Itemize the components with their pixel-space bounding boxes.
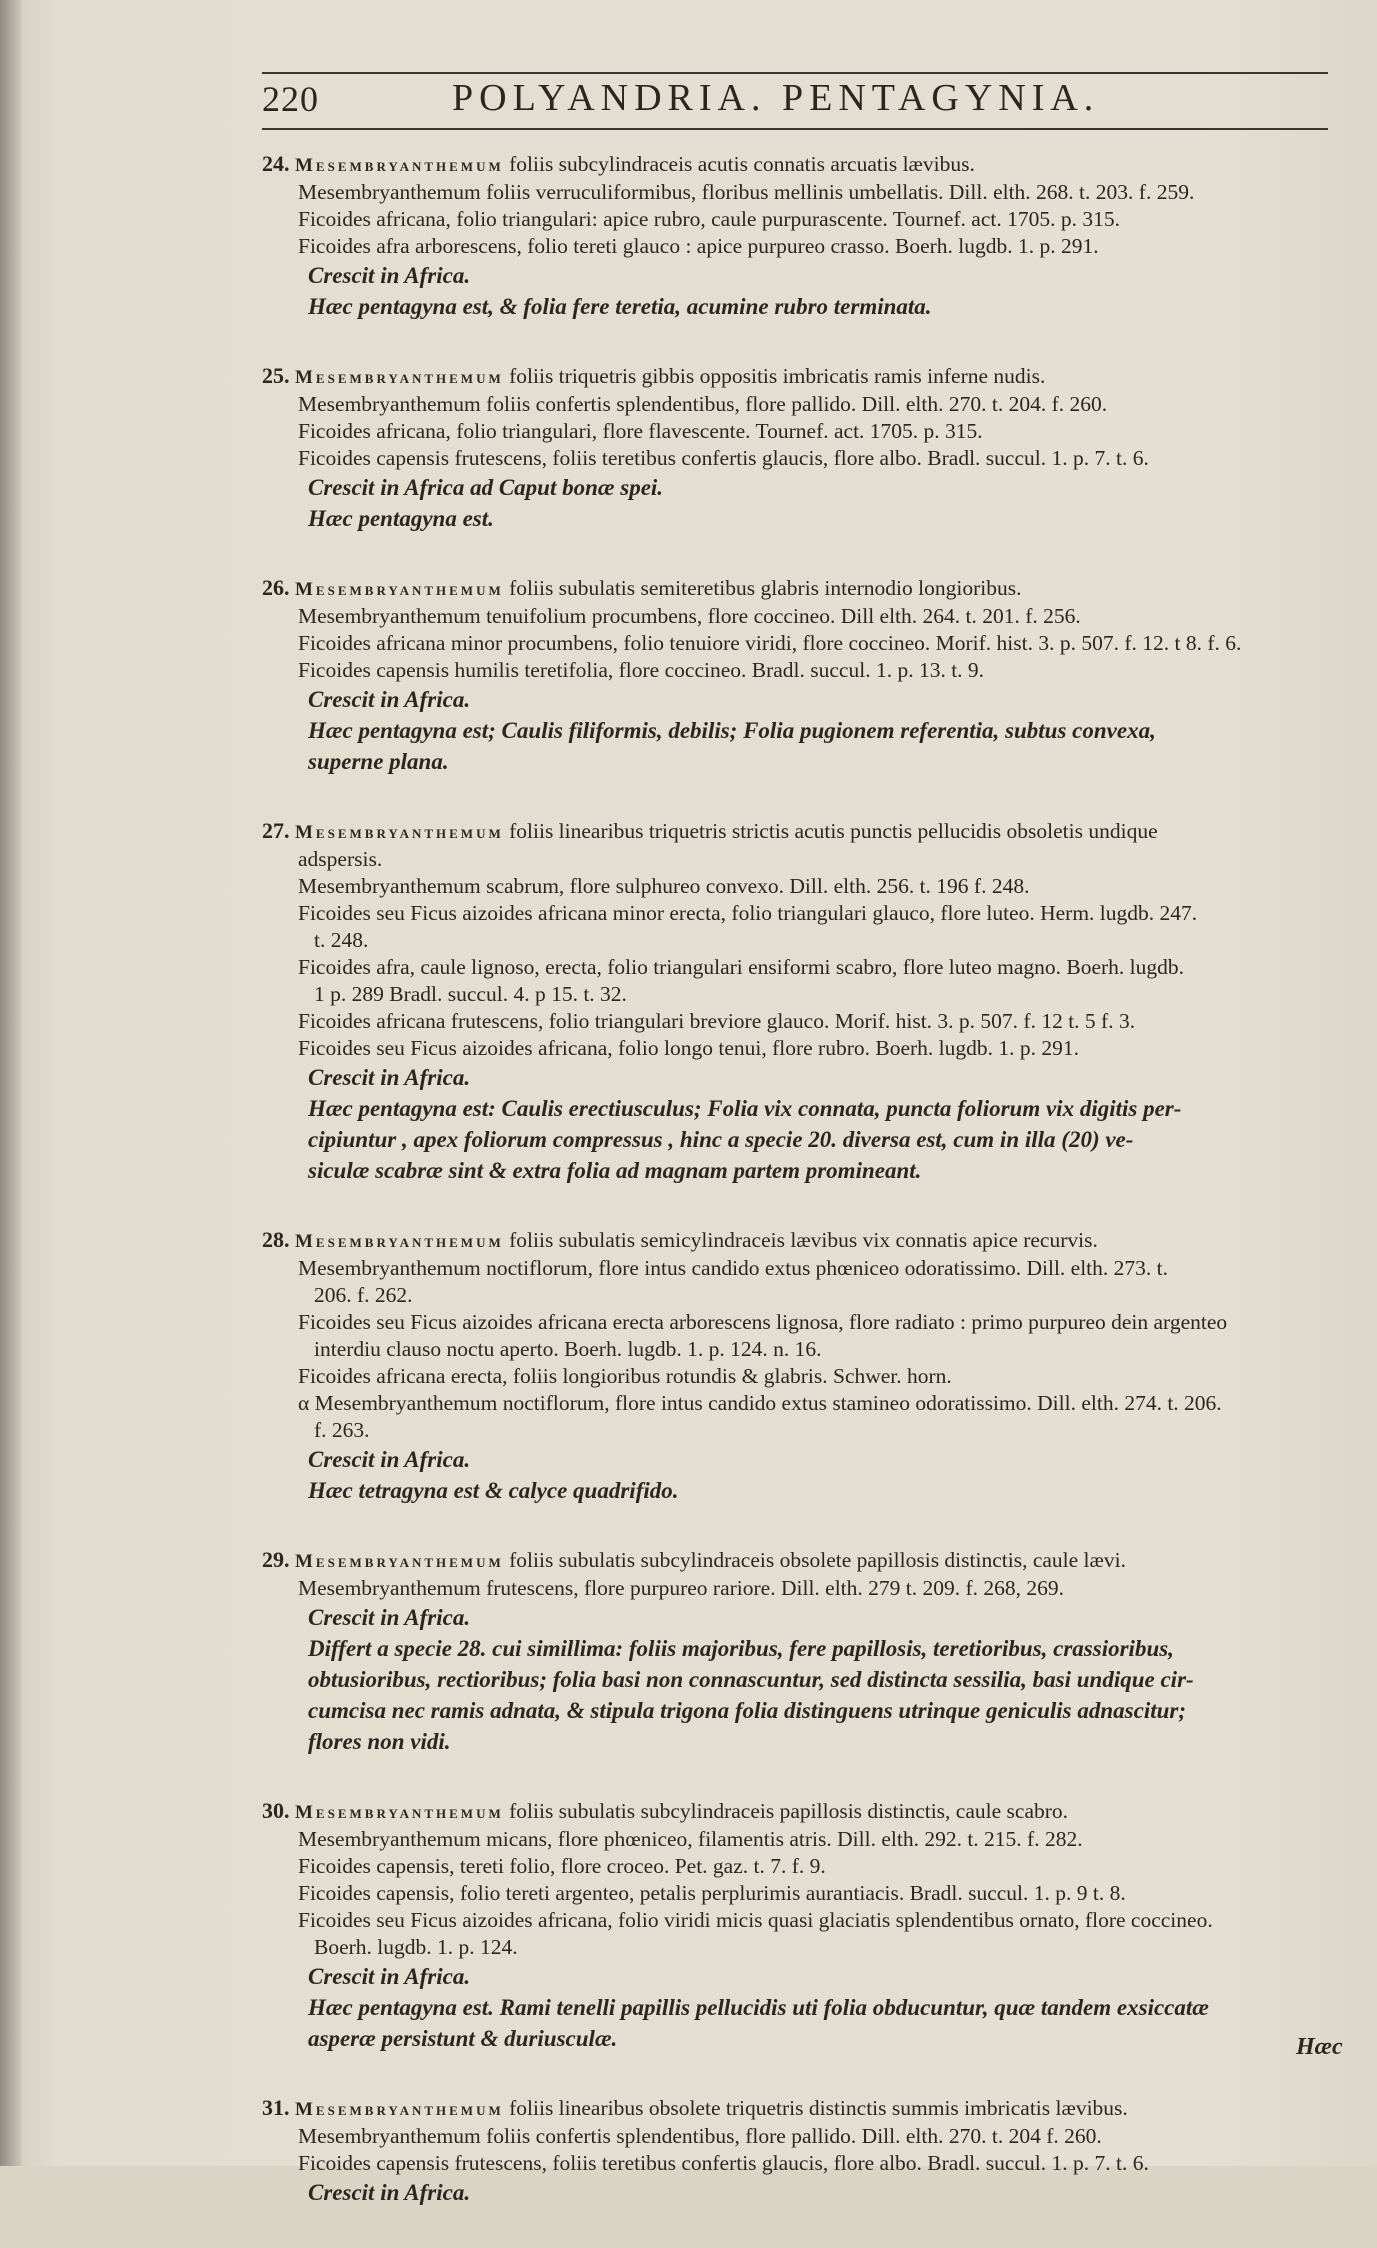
note-line: Differt a specie 28. cui simillima: foliis majoribus, fere papillosis, teretioribus, crassioribus,	[308, 1636, 1174, 1661]
note-line: cipiuntur , apex foliorum compressus , hinc a specie 20. diversa est, cum in illa (20) ve-	[308, 1127, 1134, 1152]
genus-name: Mesembryanthemum	[295, 1802, 504, 1823]
entry-heading	[262, 1546, 1342, 1575]
habitat-line: Crescit in Africa.	[308, 1447, 471, 1472]
note-line: Hæc pentagyna est: Caulis erectiusculus; Folia vix connata, puncta foliorum vix digitis per-	[308, 1096, 1182, 1121]
entry-heading	[262, 817, 1342, 846]
diagnosis: foliis subcylindraceis acutis connatis arcuatis lævibus.	[503, 152, 975, 176]
habitat-line: Crescit in Africa.	[308, 2180, 471, 2205]
species-entry	[262, 1797, 1342, 2054]
page-number: 220	[262, 79, 319, 119]
entry-heading	[262, 150, 1342, 179]
genus-name: Mesembryanthemum	[295, 822, 504, 843]
entry-heading	[262, 574, 1342, 603]
synonym-line: Ficoides seu Ficus aizoides africana, folio viridi micis quasi glaciatis splendentibus ornato, flore coccineo.	[298, 1908, 1213, 1932]
genus-name: Mesembryanthemum	[295, 2099, 504, 2120]
synonym-line: f. 263.	[314, 1418, 370, 1442]
synonym-line: Mesembryanthemum foliis verruculiformibus, floribus mellinis umbellatis. Dill. elth. 268. t. 203. f. 259.	[298, 180, 1195, 204]
species-entry	[262, 2094, 1342, 2208]
synonym-line: Mesembryanthemum noctiflorum, flore intus candido extus phœniceo odoratissimo. Dill. elth. 273. t.	[298, 1256, 1169, 1280]
header-rule-bottom	[262, 128, 1328, 130]
page-header	[262, 62, 1328, 132]
synonym-line: Ficoides seu Ficus aizoides africana minor erecta, folio triangulari glauco, flore luteo. Herm. lugdb. 247.	[298, 901, 1198, 925]
synonym-line: Ficoides capensis, tereti folio, flore croceo. Pet. gaz. t. 7. f. 9.	[298, 1854, 826, 1878]
genus-name: Mesembryanthemum	[295, 367, 504, 388]
note-line: cumcisa nec ramis adnata, & stipula trigona folia distinguens utrinque geniculis adnascitur;	[308, 1698, 1186, 1723]
entry-heading	[262, 1797, 1342, 1826]
synonym-line: Ficoides africana erecta, foliis longioribus rotundis & glabris. Schwer. horn.	[298, 1364, 952, 1388]
habitat-line: Crescit in Africa.	[308, 687, 471, 712]
entry-number: 26.	[262, 575, 295, 600]
synonym-line: Mesembryanthemum micans, flore phœniceo, filamentis atris. Dill. elth. 292. t. 215. f. 282.	[298, 1827, 1083, 1851]
habitat-line: Crescit in Africa.	[308, 1605, 471, 1630]
habitat-line: Crescit in Africa.	[308, 263, 471, 288]
note-line: Hæc pentagyna est. Rami tenelli papillis pellucidis uti folia obducuntur, quæ tandem exsiccatæ	[308, 1995, 1209, 2020]
synonym-line: Ficoides seu Ficus aizoides africana erecta arborescens lignosa, flore radiato : primo purpureo dein argenteo	[298, 1310, 1228, 1334]
note-line: flores non vidi.	[308, 1729, 451, 1754]
entry-number: 27.	[262, 818, 295, 843]
running-title: POLYANDRIA. PENTAGYNIA.	[452, 77, 1100, 119]
synonym-line: interdiu clauso noctu aperto. Boerh. lugdb. 1. p. 124. n. 16.	[314, 1337, 822, 1361]
diagnosis: foliis subulatis semiteretibus glabris internodio longioribus.	[503, 576, 1022, 600]
catchword: Hæc	[1296, 2034, 1343, 2060]
synonym-line: Ficoides capensis, folio tereti argenteo, petalis perplurimis aurantiacis. Bradl. succul. 1. p. 9 t. 8.	[298, 1881, 1126, 1905]
diagnosis: foliis subulatis semicylindraceis lævibus vix connatis apice recurvis.	[503, 1228, 1098, 1252]
habitat-line: Crescit in Africa ad Caput bonæ spei.	[308, 475, 664, 500]
synonym-line: Boerh. lugdb. 1. p. 124.	[314, 1935, 518, 1959]
gutter-shadow	[0, 0, 22, 2166]
synonym-line: Mesembryanthemum foliis confertis splendentibus, flore pallido. Dill. elth. 270. t. 204. f. 260.	[298, 392, 1108, 416]
synonym-line: Ficoides africana, folio triangulari, flore flavescente. Tournef. act. 1705. p. 315.	[298, 419, 983, 443]
entry-number: 29.	[262, 1547, 295, 1572]
note-line: superne plana.	[308, 749, 449, 774]
synonym-line: Ficoides afra, caule lignoso, erecta, folio triangulari ensiformi scabro, flore luteo magno. Boerh. lugdb.	[298, 955, 1185, 979]
synonym-line: Ficoides capensis frutescens, foliis teretibus confertis glaucis, flore albo. Bradl. succul. 1. p. 7. t. 6.	[298, 446, 1149, 470]
entry-heading	[262, 1226, 1342, 1255]
synonym-line: 206. f. 262.	[314, 1283, 413, 1307]
synonym-line: Mesembryanthemum foliis confertis splendentibus, flore pallido. Dill. elth. 270. t. 204 f. 260.	[298, 2124, 1102, 2148]
synonym-line: Mesembryanthemum frutescens, flore purpureo rariore. Dill. elth. 279 t. 209. f. 268, 269.	[298, 1576, 1065, 1600]
synonym-line: Ficoides capensis frutescens, foliis teretibus confertis glaucis, flore albo. Bradl. succul. 1. p. 7. t. 6.	[298, 2151, 1149, 2175]
synonym-line: Ficoides africana minor procumbens, folio tenuiore viridi, flore coccineo. Morif. hist. 3. p. 507. f. 12. t 8. f. 6.	[298, 631, 1242, 655]
species-entry	[262, 1226, 1342, 1506]
synonym-line: Ficoides afra arborescens, folio tereti glauco : apice purpureo crasso. Boerh. lugdb. 1. p. 291.	[298, 234, 1099, 258]
species-entry	[262, 1546, 1342, 1757]
entry-number: 24.	[262, 151, 295, 176]
genus-name: Mesembryanthemum	[295, 155, 504, 176]
note-line: Hæc tetragyna est & calyce quadrifido.	[308, 1478, 679, 1503]
synonym-line: 1 p. 289 Bradl. succul. 4. p 15. t. 32.	[314, 982, 627, 1006]
synonym-line: Ficoides seu Ficus aizoides africana, folio longo tenui, flore rubro. Boerh. lugdb. 1. p. 291.	[298, 1036, 1080, 1060]
note-line: asperæ persistunt & duriusculæ.	[308, 2026, 618, 2051]
habitat-line: Crescit in Africa.	[308, 1964, 471, 1989]
note-line: siculæ scabræ sint & extra folia ad magnam partem promineant.	[308, 1158, 922, 1183]
entry-number: 30.	[262, 1798, 295, 1823]
diagnosis: foliis linearibus triquetris strictis acutis punctis pellucidis obsoletis undique	[503, 819, 1158, 843]
synonym-line: Mesembryanthemum scabrum, flore sulphureo convexo. Dill. elth. 256. t. 196 f. 248.	[298, 874, 1030, 898]
synonym-line: t. 248.	[314, 928, 369, 952]
genus-name: Mesembryanthemum	[295, 579, 504, 600]
header-rule-top	[262, 72, 1328, 74]
note-line: Hæc pentagyna est.	[308, 506, 494, 531]
genus-name: Mesembryanthemum	[295, 1231, 504, 1252]
species-entry	[262, 817, 1342, 1186]
species-entry	[262, 574, 1342, 777]
note-line: Hæc pentagyna est; Caulis filiformis, debilis; Folia pugionem referentia, subtus convexa,	[308, 718, 1156, 743]
synonym-line: α Mesembryanthemum noctiflorum, flore intus candido extus stamineo odoratissimo. Dill. elth. 274. t. 206.	[298, 1391, 1222, 1415]
entry-number: 25.	[262, 363, 295, 388]
species-entry	[262, 362, 1342, 534]
entry-heading	[262, 2094, 1342, 2123]
habitat-line: Crescit in Africa.	[308, 1065, 471, 1090]
entry-heading	[262, 362, 1342, 391]
diagnosis-continued: adspersis.	[298, 847, 383, 871]
note-line: Hæc pentagyna est, & folia fere teretia, acumine rubro terminata.	[308, 294, 932, 319]
diagnosis: foliis linearibus obsolete triquetris distinctis summis imbricatis lævibus.	[503, 2096, 1128, 2120]
genus-name: Mesembryanthemum	[295, 1551, 504, 1572]
page-body	[262, 150, 1342, 2248]
synonym-line: Mesembryanthemum tenuifolium procumbens, flore coccineo. Dill elth. 264. t. 201. f. 256.	[298, 604, 1081, 628]
entry-number: 28.	[262, 1227, 295, 1252]
species-entry	[262, 150, 1342, 322]
synonym-line: Ficoides africana, folio triangulari: apice rubro, caule purpurascente. Tournef. act. 1705. p. 315.	[298, 207, 1120, 231]
diagnosis: foliis subulatis subcylindraceis obsolete papillosis distinctis, caule lævi.	[503, 1548, 1126, 1572]
diagnosis: foliis subulatis subcylindraceis papillosis distinctis, caule scabro.	[503, 1799, 1069, 1823]
diagnosis: foliis triquetris gibbis oppositis imbricatis ramis inferne nudis.	[503, 364, 1046, 388]
synonym-line: Ficoides capensis humilis teretifolia, flore coccineo. Bradl. succul. 1. p. 13. t. 9.	[298, 658, 985, 682]
synonym-line: Ficoides africana frutescens, folio triangulari breviore glauco. Morif. hist. 3. p. 507. f. 12 t. 5 f. 3.	[298, 1009, 1136, 1033]
entry-number: 31.	[262, 2095, 295, 2120]
note-line: obtusioribus, rectioribus; folia basi non connascuntur, sed distincta sessilia, basi undique cir-	[308, 1667, 1194, 1692]
